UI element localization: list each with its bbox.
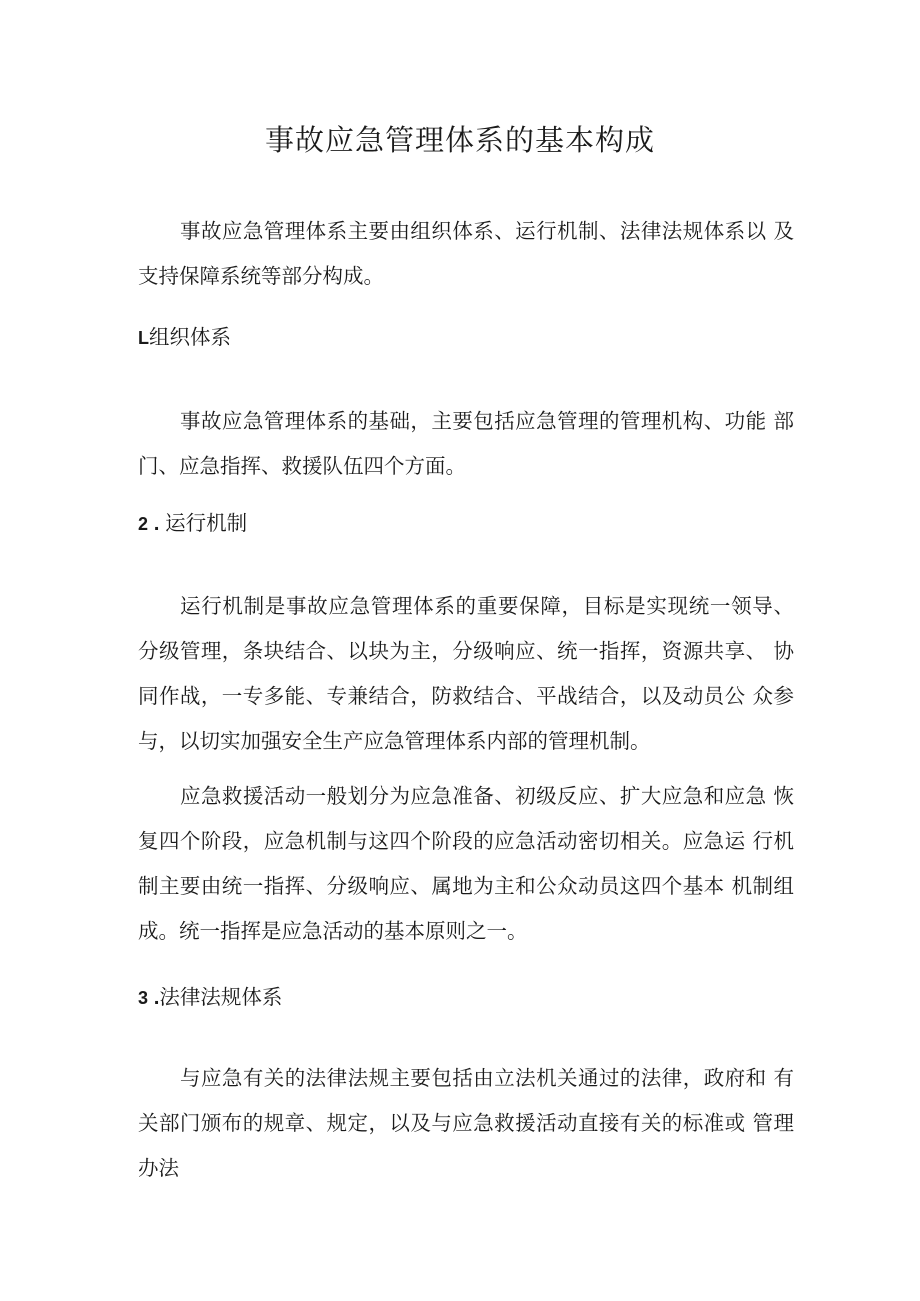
section-number: L [138,328,149,348]
section-heading-1 [138,322,231,353]
intro-paragraph: 事故应急管理体系主要由组织体系、运行机制、法律法规体系以 及支持保障系统等部分构成。 [138,219,794,288]
section-separator: . [148,986,160,1009]
document-title: 事故应急管理体系的基本构成 [264,123,655,157]
section-heading-3 [138,982,282,1013]
section-separator: . [148,512,166,535]
section-3-paragraph-1: 与应急有关的法律法规主要包括由立法机关通过的法律，政府和 有关部门颁布的规章、规定，以及与应急救援活动直接有关的标准或 管理办法 [138,1066,794,1180]
section-heading-text: 组织体系 [149,325,231,349]
section-1-paragraph-1: 事故应急管理体系的基础，主要包括应急管理的管理机构、功能 部门、应急指挥、救援队伍四个方面。 [138,409,794,478]
section-heading-text: 法律法规体系 [159,985,283,1009]
section-2-paragraph-2: 应急救援活动一般划分为应急准备、初级反应、扩大应急和应急 恢复四个阶段，应急机制与这四个阶段的应急活动密切相关。应急运 行机制主要由统一指挥、分级响应、属地为主和公众动员这四个基本 机制组成。统一指挥是应急活动的基本原则之一。 [138,784,794,943]
section-heading-text: 运行机制 [165,511,248,535]
section-number: 3 [138,988,149,1008]
section-heading-2 [138,508,247,539]
section-number: 2 [138,514,149,534]
section-2-paragraph-1: 运行机制是事故应急管理体系的重要保障，目标是实现统一领导、 分级管理，条块结合、以块为主，分级响应、统一指挥，资源共享、 协同作战，一专多能、专兼结合，防救结合、平战结合，以及动员公 众参与，以切实加强安全生产应急管理体系内部的管理机制。 [138,594,794,753]
